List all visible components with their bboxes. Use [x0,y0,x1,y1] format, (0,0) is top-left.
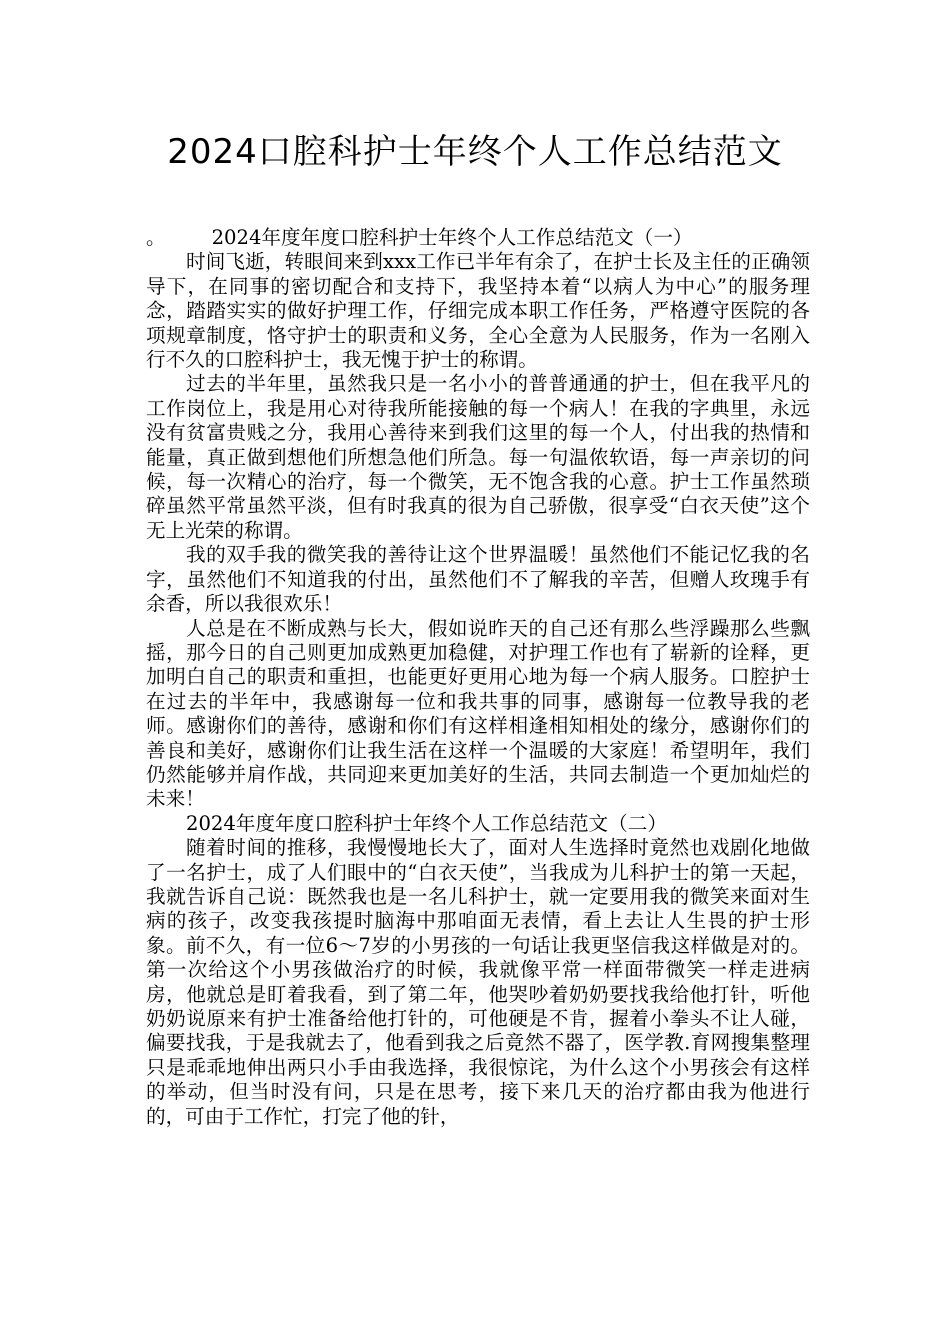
paragraph-3: 我的双手我的微笑我的善待让这个世界温暖！虽然他们不能记忆我的名字，虽然他们不知道我的付出，虽然他们不了解我的辛苦，但赠人玫瑰手有余香，所以我很欢乐！ [146,543,810,616]
paragraph-2: 过去的半年里，虽然我只是一名小小的普普通通的护士，但在我平凡的工作岗位上，我是用心对待我所能接触的每一个病人！在我的字典里，永远没有贫富贵贱之分，我用心善待来到我们这里的每一个人，付出我的热情和能量，真正做到想他们所想急他们所急。每一句温侬软语，每一声亲切的问候，每一次精心的治疗，每一个微笑，无不饱含我的心意。护士工作虽然琐碎虽然平常虽然平淡，但有时我真的很为自己骄傲，很享受“白衣天使”这个无上光荣的称谓。 [146,372,810,542]
document-title: 2024口腔科护士年终个人工作总结范文 [167,132,783,172]
document-body [146,226,810,1129]
paragraph-1: 时间飞逝，转眼间来到xxx工作已半年有余了，在护士长及主任的正确领导下，在同事的密切配合和支持下，我坚持本着“以病人为中心”的服务理念，踏踏实实的做好护理工作，仔细完成本职工作任务，严格遵守医院的各项规章制度，恪守护士的职责和义务，全心全意为人民服务，作为一名刚入行不久的口腔科护士，我无愧于护士的称谓。 [146,250,810,372]
section-1-heading: 2024年度年度口腔科护士年终个人工作总结范文（一） [211,226,693,249]
lead-marker: 。 [146,226,166,249]
section-1-heading-line [146,226,810,250]
paragraph-5: 随着时间的推移，我慢慢地长大了，面对人生选择时竟然也戏剧化地做了一名护士，成了人们眼中的“白衣天使”，当我成为儿科护士的第一天起，我就告诉自己说：既然我也是一名儿科护士，就一定要用我的微笑来面对生病的孩子，改变我孩提时脑海中那咱面无表情，看上去让人生畏的护士形象。前不久，有一位6～7岁的小男孩的一句话让我更坚信我这样做是对的。第一次给这个小男孩做治疗的时候，我就像平常一样面带微笑一样走进病房，他就总是盯着我看，到了第二年，他哭吵着奶奶要找我给他打针，听他奶奶说原来有护士准备给他打针的，可他硬是不肯，握着小拳头不让人碰，偏要找我，于是我就去了，他看到我之后竟然不器了，医学教.育网搜集整理只是乖乖地伸出两只小手由我选择，我很惊诧，为什么这个小男孩会有这样的举动，但当时没有问，只是在思考，接下来几天的治疗都由我为他进行的，可由于工作忙，打完了他的针， [146,836,810,1128]
paragraph-4: 人总是在不断成熟与长大，假如说昨天的自己还有那么些浮躁那么些飘摇，那今日的自己则更加成熟更加稳健，对护理工作也有了崭新的诠释，更加明白自己的职责和重担，也能更好更用心地为每一个病人服务。口腔护士在过去的半年中，我感谢每一位和我共事的同事，感谢每一位教导我的老师。感谢你们的善待，感谢和你们有这样相逢相知相处的缘分，感谢你们的善良和美好，感谢你们让我生活在这样一个温暖的大家庭！希望明年，我们仍然能够并肩作战，共同迎来更加美好的生活，共同去制造一个更加灿烂的未来！ [146,616,810,811]
section-2-heading: 2024年度年度口腔科护士年终个人工作总结范文（二） [186,811,667,835]
